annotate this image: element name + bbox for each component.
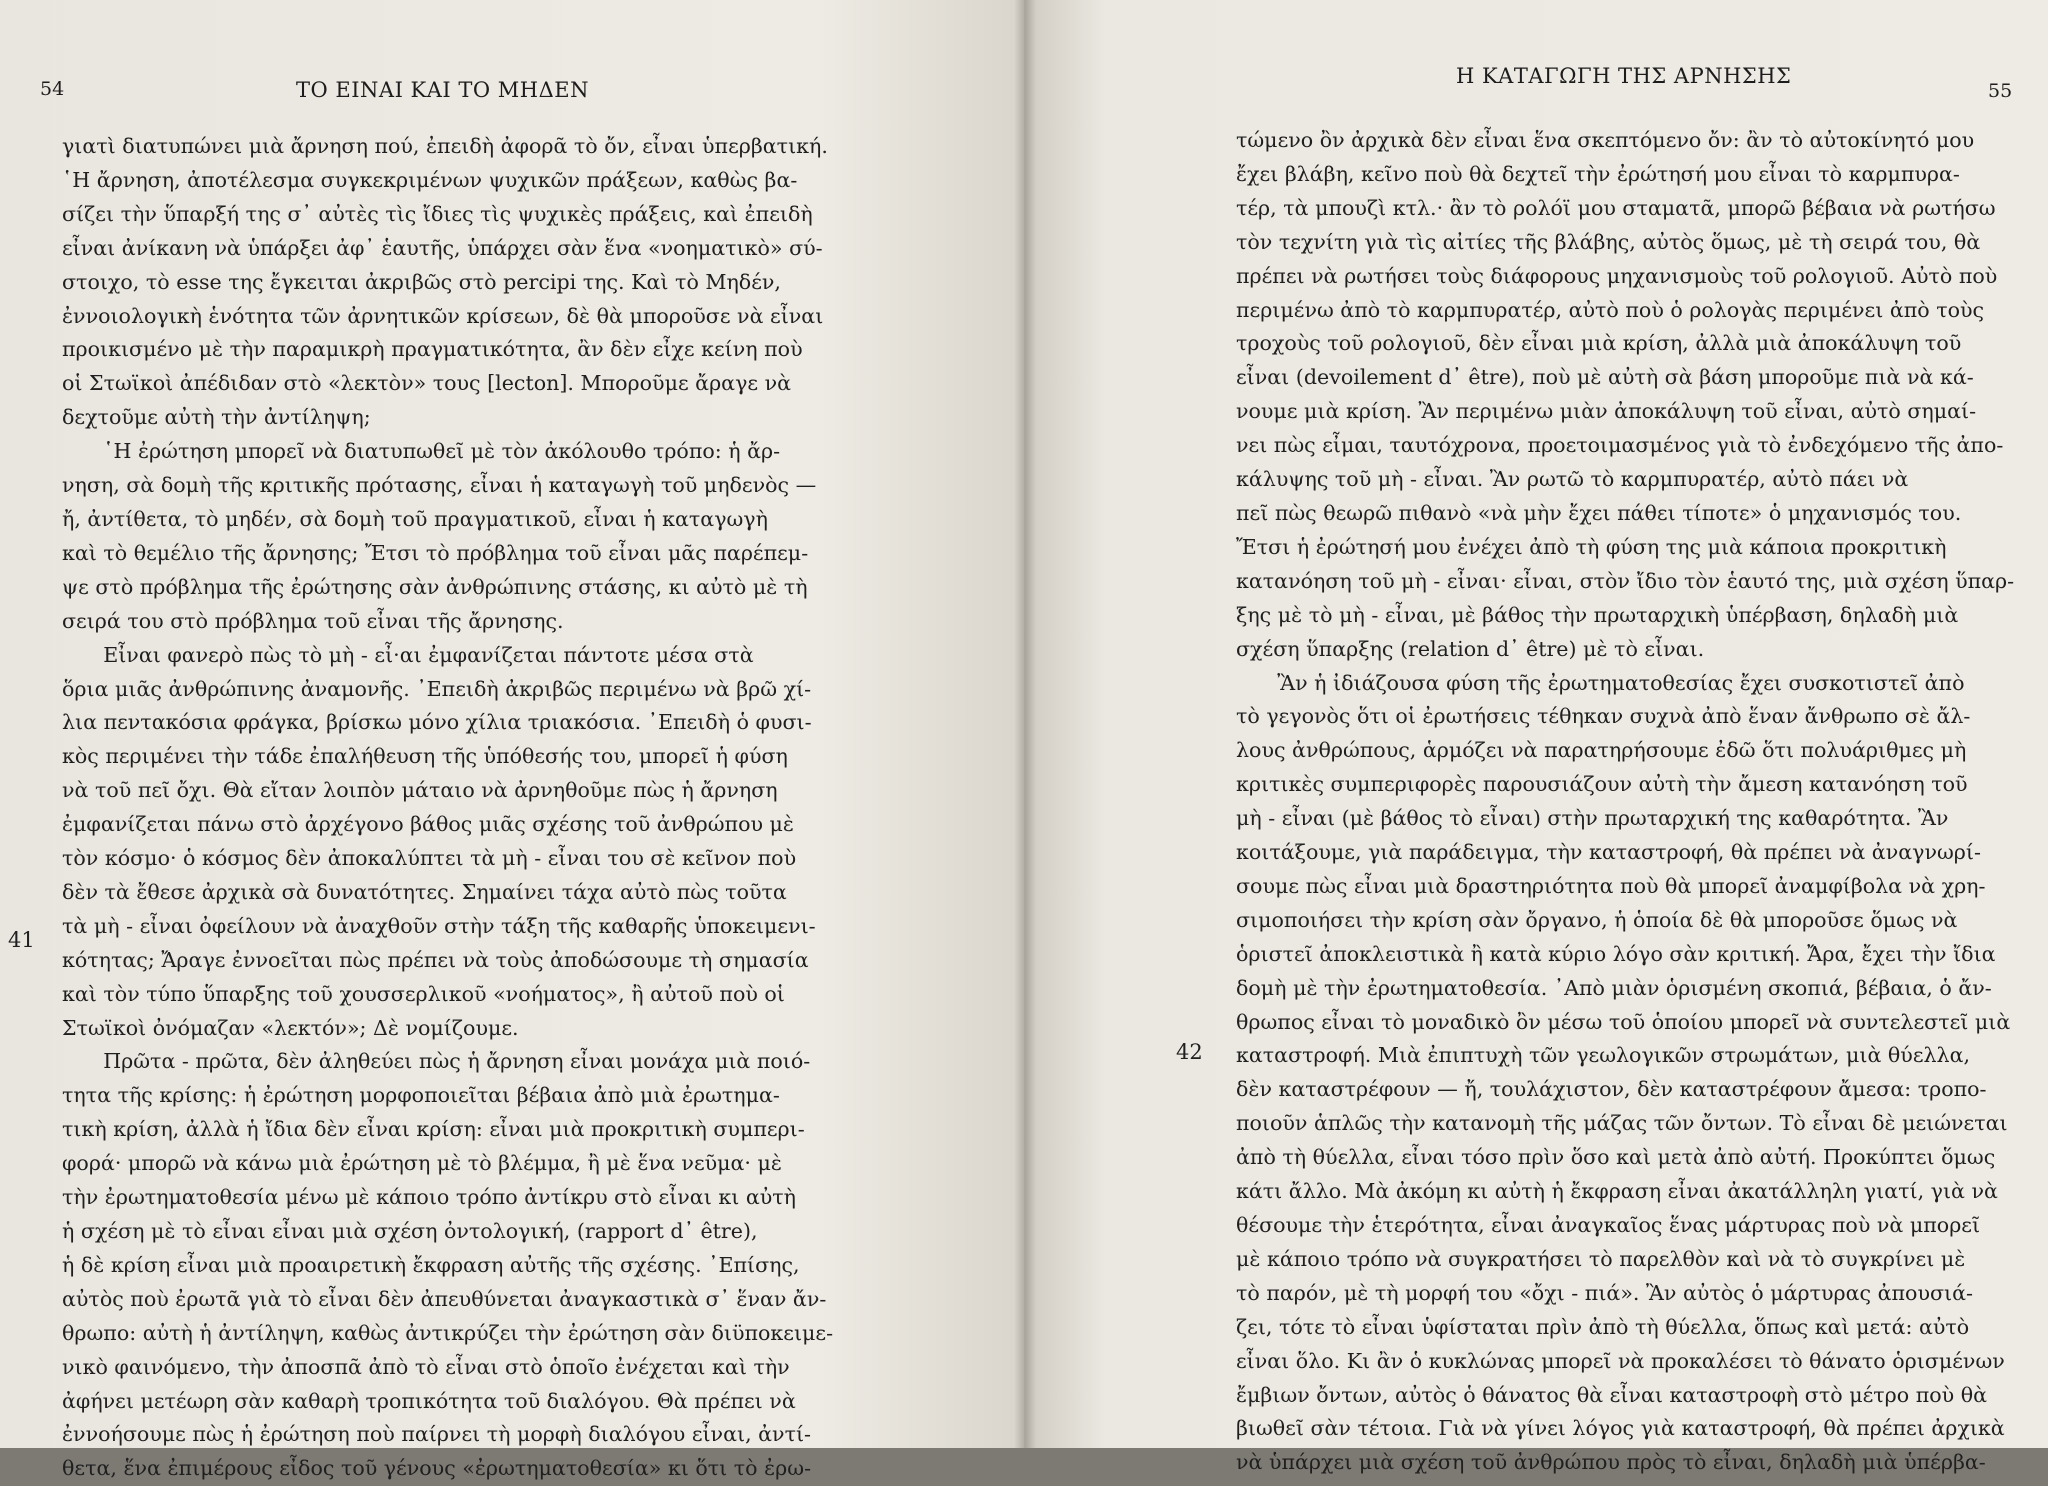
text-line: ἤ, ἀντίθετα, τὸ μηδέν, σὰ δομὴ τοῦ πραγματικοῦ, εἶναι ἡ καταγωγὴ (62, 506, 768, 531)
text-line: αὐτὸς ποὺ ἐρωτᾶ γιὰ τὸ εἶναι δὲν ἀπευθύνεται ἀναγκαστικὰ σ᾽ ἕναν ἄν- (62, 1286, 827, 1311)
text-line: τὴν ἐρωτηματοθεσία μένω μὲ κάποιο τρόπο ἀντίκρυ στὸ εἶναι κι αὐτὴ (62, 1185, 796, 1210)
text-line: κὸς περιμένει τὴν τάδε ἐπαλήθευση τῆς ὑπόθεσής του, μπορεῖ ἡ φύση (62, 744, 788, 769)
text-line: μὲ κάποιο τρόπο νὰ συγκρατήσει τὸ παρελθὸν καὶ νὰ τὸ συγκρίνει μὲ (1236, 1246, 1966, 1271)
text-line: πεῖ πὼς θεωρῶ πιθανὸ «νὰ μὴν ἔχει πάθει τίποτε» ὁ μηχανισμός του. (1236, 500, 1962, 525)
text-line: ψε στὸ πρόβλημα τῆς ἐρώτησης σὰν ἀνθρώπινης στάσης, κι αὐτὸ μὲ τὴ (62, 574, 808, 599)
text-line: ἡ δὲ κρίση εἶναι μιὰ προαιρετικὴ ἔκφραση αὐτῆς τῆς σχέσης. ᾽Επίσης, (62, 1252, 800, 1277)
text-line: δὲν καταστρέφουν — ἤ, τουλάχιστον, δὲν καταστρέφουν ἄμεσα: τροπο- (1236, 1077, 1987, 1102)
running-head: Η ΚΑΤΑΓΩΓΗ ΤΗΣ ΑΡΝΗΣΗΣ (1456, 64, 1792, 88)
text-line: Εἶναι φανερὸ πὼς τὸ μὴ - εἶ·αι ἐμφανίζεται πάντοτε μέσα στὰ (62, 642, 754, 667)
text-line: μὴ - εἶναι (μὲ βάθος τὸ εἶναι) στὴν πρωταρχική της καθαρότητα. Ἂν (1236, 806, 1949, 831)
text-line: νηση, σὰ δομὴ τῆς κριτικῆς πρότασης, εἶναι ἡ καταγωγὴ τοῦ μηδενὸς — (62, 473, 817, 498)
text-line: τικὴ κρίση, ἀλλὰ ἡ ἴδια δὲν εἶναι κρίση: εἶναι μιὰ προκριτικὴ συμπερι- (62, 1117, 805, 1142)
text-line: θρωπος εἶναι τὸ μοναδικὸ ὂν μέσω τοῦ ὁποίου μπορεῖ νὰ συντελεστεῖ μιὰ (1236, 1009, 2011, 1034)
text-line: Ἔτσι ἡ ἐρώτησή μου ἐνέχει ἀπὸ τὴ φύση της μιὰ κάποια προκριτικὴ (1236, 534, 1947, 559)
text-line: ἐννοήσουμε πὼς ἡ ἐρώτηση ποὺ παίρνει τὴ μορφὴ διαλόγου εἶναι, ἀντί- (62, 1422, 812, 1447)
text-line: ἐμφανίζεται πάνω στὸ ἀρχέγονο βάθος μιᾶς σχέσης τοῦ ἀνθρώπου μὲ (62, 812, 794, 837)
text-line: σιμοποιήσει τὴν κρίση σὰν ὄργανο, ἡ ὁποία δὲ θὰ μποροῦσε ὅμως νὰ (1236, 907, 1958, 932)
right-page (1024, 0, 2048, 1475)
text-line: στοιχο, τὸ esse της ἔγκειται ἀκριβῶς στὸ percipi της. Καὶ τὸ Μηδέν, (62, 269, 781, 294)
text-line: ἀπὸ τὴ θύελλα, εἶναι τόσο πρὶν ὅσο καὶ μετὰ ἀπὸ αὐτή. Προκύπτει ὅμως (1236, 1145, 1996, 1170)
body-text (1236, 124, 2026, 1480)
text-line: ἐννοιολογικὴ ἑνότητα τῶν ἀρνητικῶν κρίσεων, δὲ θὰ μποροῦσε νὰ εἶναι (62, 303, 824, 328)
text-line: σειρά του στὸ πρόβλημα τοῦ εἶναι τῆς ἄρνησης. (62, 608, 564, 633)
margin-number: 42 (1176, 1040, 1203, 1064)
text-line: καταστροφή. Μιὰ ἐπιπτυχὴ τῶν γεωλογικῶν στρωμάτων, μιὰ θύελλα, (1236, 1043, 1971, 1068)
text-line: εἶναι ἀνίκανη νὰ ὑπάρξει ἀφ᾽ ἑαυτῆς, ὑπάρχει σὰν ἕνα «νοηματικὸ» σύ- (62, 235, 823, 260)
text-line: σουμε πὼς εἶναι μιὰ δραστηριότητα ποὺ θὰ μπορεῖ ἀναμφίβολα νὰ χρη- (1236, 873, 1986, 898)
text-line: κάτι ἄλλο. Μὰ ἀκόμη κι αὐτὴ ἡ ἔκφραση εἶναι ἀκατάλληλη γιατί, γιὰ νὰ (1236, 1179, 1998, 1204)
text-line: κοιτάξουμε, γιὰ παράδειγμα, τὴν καταστροφή, θὰ πρέπει νὰ ἀναγνωρί- (1236, 840, 1981, 865)
text-line: βιωθεῖ σὰν τέτοια. Γιὰ νὰ γίνει λόγος γιὰ καταστροφή, θὰ πρέπει ἀρχικὰ (1236, 1416, 2005, 1441)
text-line: τώμενο ὂν ἀρχικὰ δὲν εἶναι ἕνα σκεπτόμενο ὄν: ἂν τὸ αὐτοκίνητό μου (1236, 128, 1975, 152)
text-line: τὸν τεχνίτη γιὰ τὶς αἰτίες τῆς βλάβης, αὐτὸς ὅμως, μὲ τὴ σειρά του, θὰ (1236, 229, 1981, 254)
text-line: κότητας; Ἄραγε ἐννοεῖται πὼς πρέπει νὰ τοὺς ἀποδώσουμε τὴ σημασία (62, 947, 809, 972)
text-line: τὸ παρόν, μὲ τὴ μορφή του «ὄχι - πιά». Ἂν αὐτὸς ὁ μάρτυρας ἀπουσιά- (1236, 1280, 1973, 1305)
text-line: νικὸ φαινόμενο, τὴν ἀποσπᾶ ἀπὸ τὸ εἶναι στὸ ὁποῖο ἐνέχεται καὶ τὴν (62, 1354, 790, 1379)
text-line: καὶ τὸν τύπο ὕπαρξης τοῦ χουσσερλικοῦ «νοήματος», ἢ αὐτοῦ ποὺ οἱ (62, 981, 785, 1006)
text-line: προικισμένο μὲ τὴν παραμικρὴ πραγματικότητα, ἂν δὲν εἶχε κείνη ποὺ (62, 337, 803, 362)
text-line: εἶναι (devoilement d᾽ être), ποὺ μὲ αὐτὴ σὰ βάση μποροῦμε πιὰ νὰ κά- (1236, 365, 1974, 390)
text-line: ῾Η ἄρνηση, ἀποτέλεσμα συγκεκριμένων ψυχικῶν πράξεων, καθὼς βα- (62, 167, 798, 192)
text-line: λια πεντακόσια φράγκα, βρίσκω μόνο χίλια τριακόσια. ᾽Επειδὴ ὁ φυσι- (62, 710, 812, 735)
text-line: Ἂν ἡ ἰδιάζουσα φύση τῆς ἐρωτηματοθεσίας ἔχει συσκοτιστεῖ ἀπὸ (1236, 670, 1965, 695)
book-gutter (1014, 0, 1036, 1448)
text-line: ζει, τότε τὸ εἶναι ὑφίσταται πρὶν ἀπὸ τὴ θύελλα, ὅπως καὶ μετά: αὐτὸ (1236, 1314, 1970, 1339)
text-line: σχέση ὕπαρξης (relation d᾽ être) μὲ τὸ εἶναι. (1236, 636, 1705, 661)
text-line: νουμε μιὰ κρίση. Ἂν περιμένω μιὰν ἀποκάλυψη τοῦ εἶναι, αὐτὸ σημαί- (1236, 399, 1977, 424)
text-line: νὰ ὑπάρχει μιὰ σχέση τοῦ ἀνθρώπου πρὸς τὸ εἶναι, δηλαδὴ μιὰ ὑπέρβα- (1236, 1450, 1986, 1475)
text-line: ἔμβιων ὄντων, αὐτὸς ὁ θάνατος θὰ εἶναι καταστροφὴ στὸ μέτρο ποὺ θὰ (1236, 1382, 1988, 1407)
text-line: κριτικὲς συμπεριφορὲς παρουσιάζουν αὐτὴ τὴν ἄμεση κατανόηση τοῦ (1236, 772, 1968, 797)
left-page (0, 0, 1024, 1481)
text-line: τροχοὺς τοῦ ρολογιοῦ, δὲν εἶναι μιὰ κρίση, ἀλλὰ μιὰ ἀποκάλυψη τοῦ (1236, 331, 1962, 356)
text-line: ἔχει βλάβη, κεῖνο ποὺ θὰ δεχτεῖ τὴν ἐρώτησή μου εἶναι τὸ καρμπυρα- (1236, 161, 1960, 186)
text-line: δὲν τὰ ἔθεσε ἀρχικὰ σὰ δυνατότητες. Σημαίνει τάχα αὐτὸ πὼς τοῦτα (62, 879, 787, 904)
text-line: τητα τῆς κρίσης: ἡ ἐρώτηση μορφοποιεῖται βέβαια ἀπὸ μιὰ ἐρωτημα- (62, 1083, 780, 1108)
text-line: πρέπει νὰ ρωτήσει τοὺς διάφορους μηχανισμοὺς τοῦ ρολογιοῦ. Αὐτὸ ποὺ (1236, 263, 1998, 288)
text-line: ξης μὲ τὸ μὴ - εἶναι, μὲ βάθος τὴν πρωταρχικὴ ὑπέρβαση, δηλαδὴ μιὰ (1236, 602, 1959, 627)
page-number: 54 (40, 78, 65, 100)
text-line: νὰ τοῦ πεῖ ὄχι. Θὰ εἴταν λοιπὸν μάταιο νὰ ἀρνηθοῦμε πὼς ἡ ἄρνηση (62, 778, 778, 803)
text-line: φορά· μπορῶ νὰ κάνω μιὰ ἐρώτηση μὲ τὸ βλέμμα, ἢ μὲ ἕνα νεῦμα· μὲ (62, 1151, 782, 1176)
text-line: θρωπο: αὐτὴ ἡ ἀντίληψη, καθὼς ἀντικρύζει τὴν ἐρώτηση σὰν διϋποκειμε- (62, 1320, 834, 1345)
text-line: περιμένω ἀπὸ τὸ καρμπυρατέρ, αὐτὸ ποὺ ὁ ρολογὰς περιμένει ἀπὸ τοὺς (1236, 297, 1985, 322)
text-line: τὸν κόσμο· ὁ κόσμος δὲν ἀποκαλύπτει τὰ μὴ - εἶναι του σὲ κεῖνον ποὺ (62, 846, 797, 871)
text-line: ῾Η ἐρώτηση μπορεῖ νὰ διατυπωθεῖ μὲ τὸν ἀκόλουθο τρόπο: ἡ ἄρ- (62, 439, 781, 464)
text-line: κάλυψης τοῦ μὴ - εἶναι. Ἂν ρωτῶ τὸ καρμπυρατέρ, αὐτὸ πάει νὰ (1236, 467, 1909, 492)
body-text (62, 130, 962, 1486)
margin-number: 41 (8, 928, 35, 952)
text-line: σίζει τὴν ὕπαρξή της σ᾽ αὐτὲς τὶς ἴδιες τὶς ψυχικὲς πράξεις, καὶ ἐπειδὴ (62, 201, 813, 226)
text-line: οἱ Στωϊκοὶ ἀπέδιδαν στὸ «λεκτὸν» τους [lecton]. Μποροῦμε ἄραγε νὰ (62, 371, 792, 396)
text-line: δεχτοῦμε αὐτὴ τὴν ἀντίληψη; (62, 405, 371, 430)
text-line: λους ἀνθρώπους, ἁρμόζει νὰ παρατηρήσουμε ἐδῶ ὅτι πολυάριθμες μὴ (1236, 738, 1967, 763)
text-line: εἶναι ὅλο. Κι ἂν ὁ κυκλώνας μπορεῖ νὰ προκαλέσει τὸ θάνατο ὁρισμένων (1236, 1348, 2005, 1373)
running-head: ΤΟ ΕΙΝΑΙ ΚΑΙ ΤΟ ΜΗΔΕΝ (296, 78, 589, 102)
text-line: ὅρια μιᾶς ἀνθρώπινης ἀναμονῆς. ᾽Επειδὴ ἀκριβῶς περιμένω νὰ βρῶ χί- (62, 676, 812, 701)
text-line: δομὴ μὲ τὴν ἐρωτηματοθεσία. ᾽Απὸ μιὰν ὁρισμένη σκοπιά, βέβαια, ὁ ἄν- (1236, 975, 1992, 1000)
text-line: ἡ σχέση μὲ τὸ εἶναι εἶναι μιὰ σχέση ὀντολογική, (rapport d᾽ être), (62, 1219, 758, 1243)
page-number: 55 (1988, 80, 2013, 102)
text-line: θετα, ἕνα ἐπιμέρους εἶδος τοῦ γένους «ἐρωτηματοθεσία» κι ὅτι τὸ ἐρω- (62, 1456, 812, 1481)
text-line: ποιοῦν ἁπλῶς τὴν κατανομὴ τῆς μάζας τῶν ὄντων. Τὸ εἶναι δὲ μειώνεται (1236, 1111, 2008, 1136)
text-line: ὁριστεῖ ἀποκλειστικὰ ἢ κατὰ κύριο λόγο σὰν κριτική. Ἄρα, ἔχει τὴν ἴδια (1236, 941, 1996, 966)
text-line: κατανόηση τοῦ μὴ - εἶναι· εἶναι, στὸν ἴδιο τὸν ἑαυτό της, μιὰ σχέση ὕπαρ- (1236, 568, 2015, 593)
text-line: καὶ τὸ θεμέλιο τῆς ἄρνησης; Ἔτσι τὸ πρόβλημα τοῦ εἶναι μᾶς παρέπεμ- (62, 540, 809, 565)
text-line: τέρ, τὰ μπουζὶ κτλ.· ἂν τὸ ρολόϊ μου σταματᾶ, μπορῶ βέβαια νὰ ρωτήσω (1236, 195, 1996, 220)
text-line: ἀφήνει μετέωρη σὰν καθαρὴ τροπικότητα τοῦ διαλόγου. Θὰ πρέπει νὰ (62, 1388, 796, 1413)
text-line: γιατὶ διατυπώνει μιὰ ἄρνηση πού, ἐπειδὴ ἀφορᾶ τὸ ὄν, εἶναι ὑπερβατική. (62, 134, 828, 158)
text-line: νει πὼς εἶμαι, ταυτόχρονα, προετοιμασμένος γιὰ τὸ ἐνδεχόμενο τῆς ἀπο- (1236, 433, 2004, 458)
text-line: θέσουμε τὴν ἑτερότητα, εἶναι ἀναγκαῖος ἕνας μάρτυρας ποὺ νὰ μπορεῖ (1236, 1213, 1981, 1237)
text-line: τὸ γεγονὸς ὅτι οἱ ἐρωτήσεις τέθηκαν συχνὰ ἀπὸ ἕναν ἄνθρωπο σὲ ἄλ- (1236, 704, 1971, 729)
text-line: Στωϊκοὶ ὀνόμαζαν «λεκτόν»; Δὲ νομίζουμε. (62, 1015, 519, 1040)
text-line: Πρῶτα - πρῶτα, δὲν ἀληθεύει πὼς ἡ ἄρνηση εἶναι μονάχα μιὰ ποιό- (62, 1049, 811, 1074)
text-line: τὰ μὴ - εἶναι ὀφείλουν νὰ ἀναχθοῦν στὴν τάξη τῆς καθαρῆς ὑποκειμενι- (62, 913, 816, 938)
